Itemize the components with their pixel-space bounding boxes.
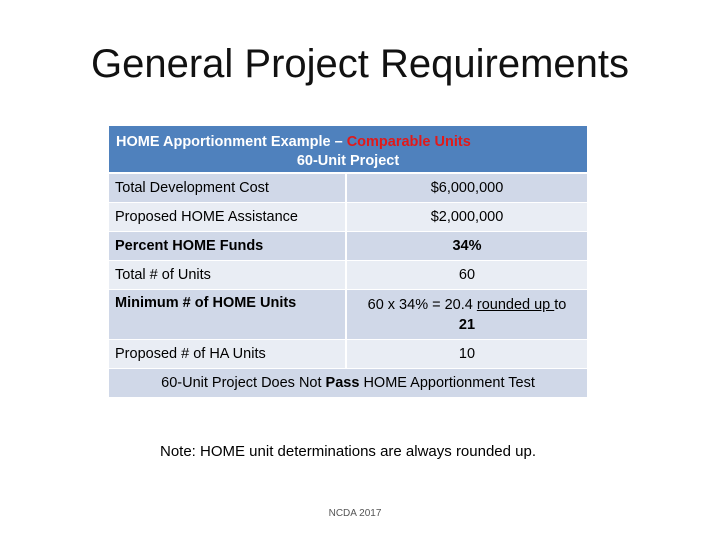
row-label: Proposed # of HA Units xyxy=(109,340,347,368)
calc-suffix: to xyxy=(554,296,567,313)
row-label: Percent HOME Funds xyxy=(109,232,347,260)
table-row xyxy=(109,232,587,261)
slide-title: General Project Requirements xyxy=(90,42,630,86)
calc-prefix: 60 x 34% = 20.4 xyxy=(367,296,477,313)
row-value: 10 xyxy=(458,346,476,362)
table-header xyxy=(109,126,587,174)
row-value-line1 xyxy=(368,295,567,315)
row-label: Minimum # of HOME Units xyxy=(109,290,347,339)
row-value: 34% xyxy=(452,238,482,254)
footer-bold: Pass xyxy=(325,375,360,391)
rounding-note: Note: HOME unit determinations are always rounded up. xyxy=(159,443,537,460)
slide-footer: NCDA 2017 xyxy=(328,508,382,519)
row-label: Proposed HOME Assistance xyxy=(109,203,347,231)
table-header-line2: 60-Unit Project xyxy=(296,153,400,169)
table-header-line1 xyxy=(109,133,587,152)
footer-suffix: HOME Apportionment Test xyxy=(359,375,535,391)
calc-underlined: rounded up xyxy=(476,296,555,313)
row-label: Total # of Units xyxy=(109,261,347,289)
row-value-line2: 21 xyxy=(458,316,476,333)
table-row xyxy=(109,340,587,369)
row-value: $2,000,000 xyxy=(430,209,504,225)
table-row xyxy=(109,261,587,290)
table-row xyxy=(109,203,587,232)
row-value: 60 xyxy=(458,267,476,283)
footer-prefix: 60-Unit Project Does Not xyxy=(161,375,326,391)
apportionment-table xyxy=(109,126,587,397)
row-value xyxy=(347,290,587,339)
header-prefix: HOME Apportionment Example – xyxy=(116,134,347,150)
row-label: Total Development Cost xyxy=(109,174,347,202)
table-footer xyxy=(109,369,587,397)
row-value: $6,000,000 xyxy=(430,180,504,196)
header-highlight: Comparable Units xyxy=(346,134,471,150)
table-row xyxy=(109,174,587,203)
table-row xyxy=(109,290,587,340)
